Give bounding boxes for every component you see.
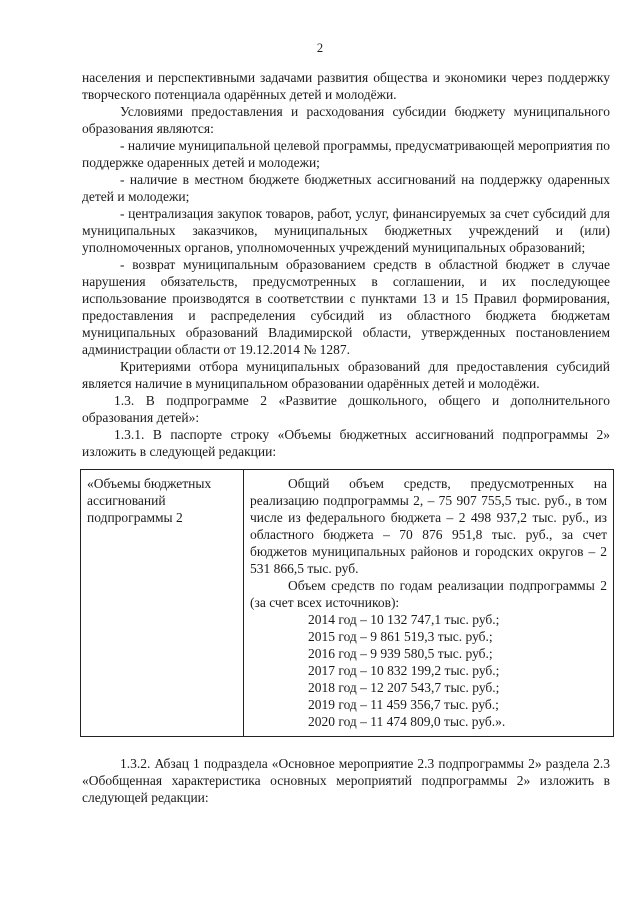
table-total-volume: Общий объем средств, предусмотренных на реализацию подпрограммы 2, – 75 907 755,5 тыс. руб., в том числе из федерального бюджета – 2 498 937,2 тыс. руб., из областного бюджета – 70 876 951,8 тыс. руб., за счет бюджетов муниципальных районов и городских округов – 2 531 866,5 тыс. руб. — [250, 476, 607, 576]
table-cell-label: «Объемы бюджетных ассигнований подпрограммы 2 — [81, 470, 244, 737]
table-cell-content — [244, 470, 614, 737]
paragraph-section-1-3-2: 1.3.2. Абзац 1 подраздела «Основное мероприятие 2.3 подпрограммы 2» раздела 2.3 «Обобщенная характеристика основных мероприятий подпрограммы 2» изложить в следующей редакции: — [82, 756, 610, 805]
paragraph-condition-refund: - возврат муниципальным образованием средств в областной бюджет в случае нарушения обязательств, предусмотренных в соглашении, и их последующее использование производятся в соответствии с пунктами 13 и 15 Правил формирования, предоставления и распределения субсидий из областного бюджета бюджетам муниципальных образований Владимирской области, утвержденных постановлением администрации области от 19.12.2014 № 1287. — [82, 257, 610, 357]
table-year-line: 2020 год – 11 474 809,0 тыс. руб.». — [308, 714, 506, 729]
paragraph-section-1-3-1: 1.3.1. В паспорте строку «Объемы бюджетных ассигнований подпрограммы 2» изложить в следующей редакции: — [82, 427, 610, 459]
paragraph-section-1-3: 1.3. В подпрограмме 2 «Развитие дошкольного, общего и дополнительного образования детей»: — [82, 393, 610, 425]
paragraph-condition-budget: - наличие в местном бюджете бюджетных ассигнований на поддержку одаренных детей и молодежи; — [82, 172, 610, 204]
page-number: 2 — [316, 41, 324, 55]
table-year-line: 2016 год – 9 939 580,5 тыс. руб.; — [308, 646, 493, 661]
table-year-line: 2019 год – 11 459 356,7 тыс. руб.; — [308, 697, 499, 712]
paragraph-conditions-intro: Условиями предоставления и расходования субсидии бюджету муниципального образования являются: — [82, 104, 610, 136]
paragraph-selection-criteria: Критериями отбора муниципальных образований для предоставления субсидий является наличие в муниципальном образовании одарённых детей и молодёжи. — [82, 359, 610, 391]
document-body — [82, 69, 610, 806]
table-year-line: 2018 год – 12 207 543,7 тыс. руб.; — [308, 680, 500, 695]
paragraph-continuation: населения и перспективными задачами развития общества и экономики через поддержку творческого потенциала одарённых детей и молодёжи. — [82, 70, 610, 102]
table-row — [81, 470, 614, 737]
paragraph-condition-program: - наличие муниципальной целевой программы, предусматривающей мероприятия по поддержке одаренных детей и молодежи; — [82, 138, 610, 170]
table-years-intro: Объем средств по годам реализации подпрограммы 2 (за счет всех источников): — [250, 578, 607, 610]
paragraph-condition-procurement: - централизация закупок товаров, работ, услуг, финансируемых за счет субсидий для муниципальных заказчиков, муниципальных бюджетных учреждений и (или) уполномоченных органов, уполномоченных учреждений муниципальных образований; — [82, 206, 610, 255]
table-year-line: 2017 год – 10 832 199,2 тыс. руб.; — [308, 663, 500, 678]
funding-table — [80, 469, 614, 737]
table-year-line: 2015 год – 9 861 519,3 тыс. руб.; — [308, 629, 493, 644]
table-year-line: 2014 год – 10 132 747,1 тыс. руб.; — [308, 612, 500, 627]
